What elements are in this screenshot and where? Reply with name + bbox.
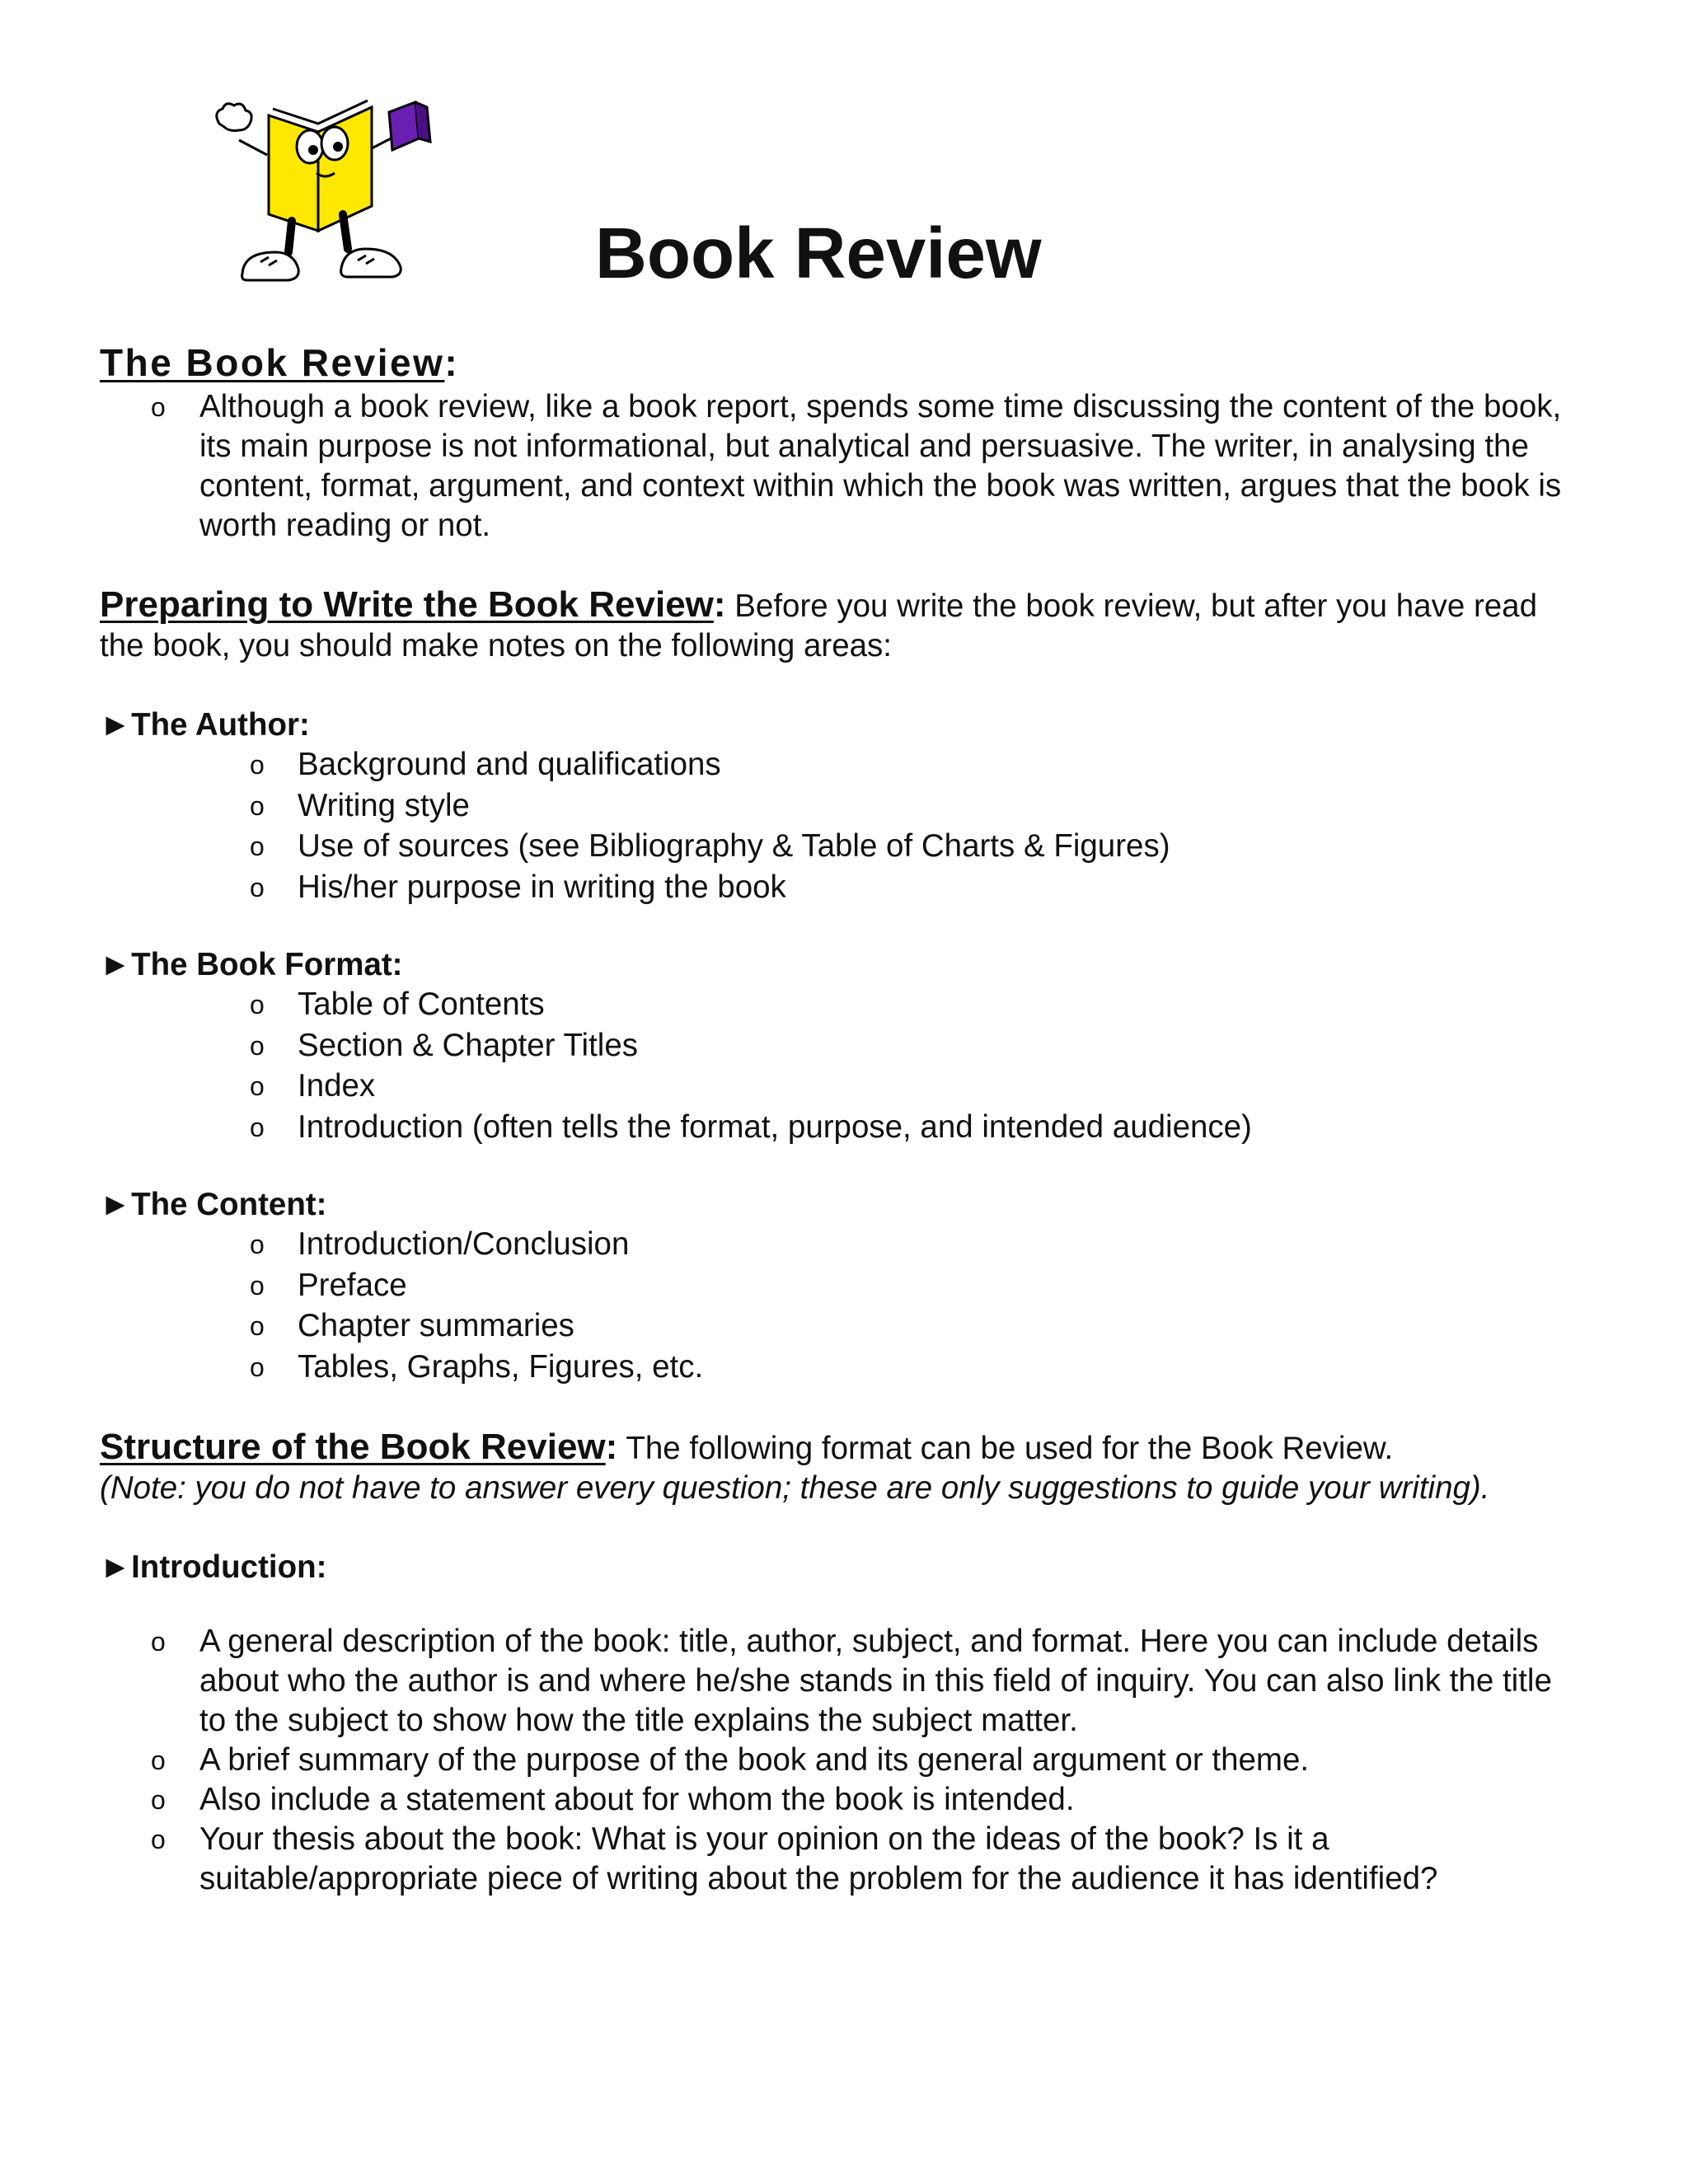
list-item: o Chapter summaries: [100, 1306, 1567, 1346]
list-item: o Writing style: [100, 786, 1567, 826]
bullet-circle-icon: o: [151, 1785, 166, 1815]
bullet-circle-icon: o: [250, 1352, 265, 1382]
bullet-circle-icon: o: [151, 392, 166, 422]
subheading-book-format: ►The Book Format:: [100, 947, 403, 982]
structure-paragraph: Structure of the Book Review: The following format can be used for the Book Review.: [100, 1427, 1394, 1467]
subheading-content: ►The Content:: [100, 1187, 327, 1222]
list-item: o Tables, Graphs, Figures, etc.: [100, 1347, 1567, 1387]
document-title: Book Review: [595, 213, 1042, 293]
subheading-introduction: ►Introduction:: [100, 1549, 327, 1585]
preparing-paragraph: Preparing to Write the Book Review: Before you write the book review, but after you have read the book, you should make notes on the following areas:: [100, 584, 1538, 663]
bullet-circle-icon: o: [151, 1825, 166, 1854]
bullet-circle-icon: o: [250, 790, 265, 821]
list-item: o Table of Contents: [100, 985, 1567, 1024]
heading-the-book-review: The Book Review:: [100, 341, 460, 384]
content-list: [100, 1225, 1567, 1387]
bullet-circle-icon: o: [250, 872, 265, 902]
list-item: o His/her purpose in writing the book: [100, 868, 1567, 907]
list-item: o A brief summary of the purpose of the book and its general argument or theme.: [100, 1741, 1567, 1780]
list-item: o Also include a statement about for whom the book is intended.: [100, 1780, 1567, 1820]
bullet-circle-icon: o: [250, 832, 265, 861]
subheading-author: ►The Author:: [100, 707, 310, 743]
bullet-circle-icon: o: [250, 750, 265, 780]
heading-structure: Structure of the Book Review:: [100, 1427, 618, 1467]
bullet-circle-icon: o: [250, 1270, 265, 1301]
list-item: o Background and qualifications: [100, 745, 1567, 785]
list-item: o Section & Chapter Titles: [100, 1026, 1567, 1066]
bullet-circle-icon: o: [151, 1746, 166, 1775]
heading-preparing: Preparing to Write the Book Review:: [100, 584, 726, 625]
bullet-circle-icon: o: [151, 1627, 166, 1657]
document-body: [100, 338, 1567, 1899]
bullet-circle-icon: o: [250, 990, 265, 1019]
structure-note: (Note: you do not have to answer every question; these are only suggestions to guide your writing).: [100, 1470, 1490, 1506]
author-list: [100, 745, 1567, 907]
list-item: o Your thesis about the book: What is your opinion on the ideas of the book? Is it a suitable/appropriate piece of writing about the problem for the audience it has identified?: [151, 1821, 1438, 1896]
bullet-circle-icon: o: [250, 1030, 265, 1061]
bullet-circle-icon: o: [250, 1311, 265, 1341]
bullet-circle-icon: o: [250, 1230, 265, 1259]
list-item: o Although a book review, like a book report, spends some time discussing the content of the book, its main purpose is not informational, but analytical and persuasive. The writer, in analysing the content, format, argument, and context within which the book was written, argues that the book is worth reading or not.: [151, 389, 1562, 543]
list-item: o A general description of the book: title, author, subject, and format. Here you can include details about who the author is and where he/she stands in this field of inquiry. You can also link the title to the subject to show how the title explains the subject matter.: [151, 1624, 1552, 1738]
bullet-circle-icon: o: [250, 1071, 265, 1101]
list-item: o Introduction/Conclusion: [100, 1225, 1567, 1264]
list-item: o Introduction (often tells the format, purpose, and intended audience): [100, 1108, 1567, 1147]
book-mascot-icon: [203, 91, 450, 288]
list-item: o Use of sources (see Bibliography & Table of Charts & Figures): [100, 827, 1567, 866]
introduction-bullet-list: [100, 1622, 1567, 1899]
intro-bullet-list: [100, 387, 1567, 546]
bullet-circle-icon: o: [250, 1112, 265, 1142]
list-item: o Preface: [100, 1266, 1567, 1305]
book-format-list: [100, 985, 1567, 1147]
list-item: o Index: [100, 1066, 1567, 1106]
